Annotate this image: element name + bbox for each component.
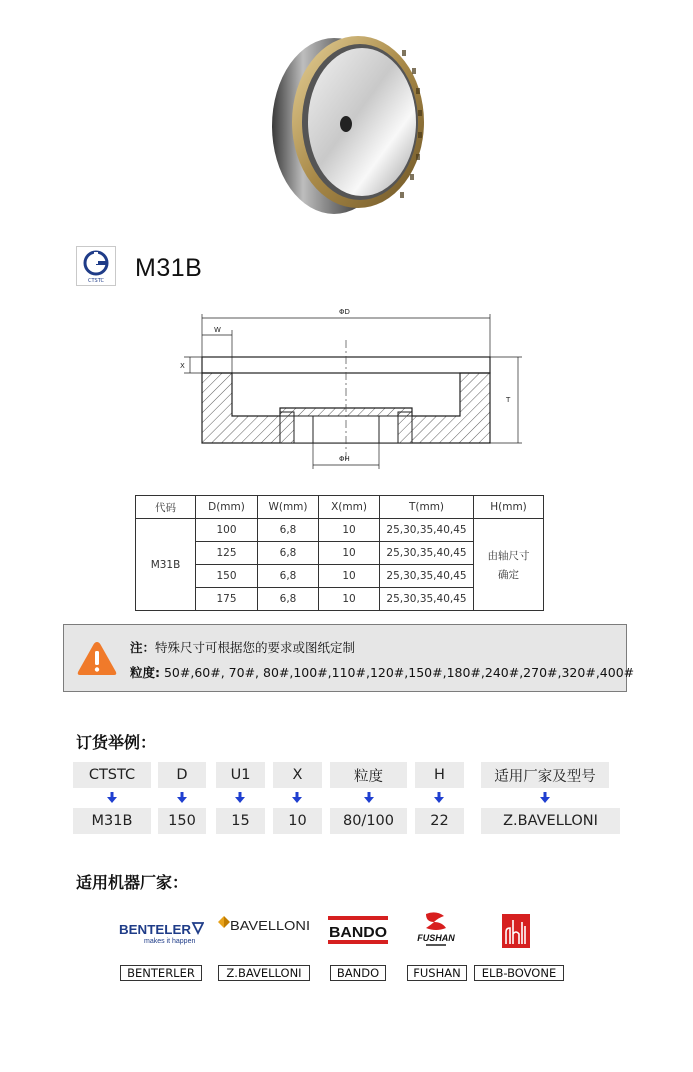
t-cell: 25,30,35,40,45 [380, 588, 474, 611]
w-cell: 6,8 [258, 565, 319, 588]
svg-text:W: W [214, 326, 221, 334]
bavelloni-logo [216, 910, 312, 954]
order-value-h: 22 [415, 808, 464, 834]
spec-table [135, 495, 544, 611]
svg-text:BANDO: BANDO [329, 924, 388, 941]
d-cell: 100 [196, 519, 258, 542]
product-photo [262, 28, 442, 218]
svg-text:FUSHAN: FUSHAN [417, 933, 455, 943]
arrow-down-icon [177, 792, 187, 804]
maker-label-bavelloni: Z.BAVELLONI [218, 965, 310, 981]
order-value-u1: 15 [216, 808, 265, 834]
fushan-logo [410, 910, 462, 954]
benteler-logo [118, 910, 204, 954]
t-cell: 25,30,35,40,45 [380, 519, 474, 542]
order-value-grit: 80/100 [330, 808, 407, 834]
notice-label: 注： [130, 640, 156, 655]
order-value-d: 150 [158, 808, 206, 834]
ctstc-logo [76, 246, 116, 286]
code-cell: M31B [136, 519, 196, 611]
w-cell: 6,8 [258, 588, 319, 611]
col-header-x: X(mm) [319, 496, 380, 519]
bando-logo [326, 910, 390, 954]
maker-label-fushan: FUSHAN [407, 965, 467, 981]
arrow-down-icon [364, 792, 374, 804]
col-header-t: T(mm) [380, 496, 474, 519]
maker-label-benteler: BENTERLER [120, 965, 202, 981]
table-row [136, 519, 544, 542]
arrow-down-icon [540, 792, 550, 804]
model-title: M31B [135, 254, 203, 282]
d-cell: 125 [196, 542, 258, 565]
col-header-d: D(mm) [196, 496, 258, 519]
d-cell: 175 [196, 588, 258, 611]
t-cell: 25,30,35,40,45 [380, 542, 474, 565]
elb-bovone-logo [500, 910, 534, 954]
svg-text:BENTELER: BENTELER [119, 922, 192, 937]
grit-label: 粒度: [130, 665, 160, 680]
maker-label-elb-bovone: ELB-BOVONE [474, 965, 564, 981]
w-cell: 6,8 [258, 542, 319, 565]
order-value-model: M31B [73, 808, 151, 834]
svg-text:CTSTC: CTSTC [88, 278, 104, 284]
arrow-down-icon [235, 792, 245, 804]
order-header-brand: CTSTC [73, 762, 151, 788]
notice-body: 特殊尺寸可根据您的要求或图纸定制 [155, 640, 356, 655]
order-header-h: H [415, 762, 464, 788]
col-header-code: 代码 [136, 496, 196, 519]
warning-icon [76, 639, 118, 677]
w-cell: 6,8 [258, 519, 319, 542]
h-note-line2: 确定 [498, 568, 519, 581]
technical-drawing [176, 300, 526, 480]
svg-text:BAVELLONI: BAVELLONI [230, 918, 310, 933]
h-note-line1: 由轴尺寸 [487, 549, 530, 562]
col-header-w: W(mm) [258, 496, 319, 519]
svg-text:ΦD: ΦD [339, 308, 350, 316]
d-cell: 150 [196, 565, 258, 588]
notice-text [130, 638, 355, 656]
grit-values: 50#,60#, 70#, 80#,100#,110#,120#,150#,180#,240#,270#,320#,400# [163, 665, 635, 680]
table-header-row [136, 496, 544, 519]
x-cell: 10 [319, 588, 380, 611]
order-header-d: D [158, 762, 206, 788]
h-cell [474, 519, 544, 611]
notice-box [63, 624, 635, 692]
svg-text:T: T [506, 396, 511, 404]
order-value-maker: Z.BAVELLONI [481, 808, 620, 834]
t-cell: 25,30,35,40,45 [380, 565, 474, 588]
grit-text [130, 663, 634, 681]
x-cell: 10 [319, 565, 380, 588]
order-example-title: 订货举例： [76, 733, 157, 752]
order-value-x: 10 [273, 808, 322, 834]
manufacturers-title: 适用机器厂家： [76, 873, 189, 892]
order-header-model: 适用厂家及型号 [481, 762, 609, 788]
order-header-u1: U1 [216, 762, 265, 788]
order-header-grit: 粒度 [330, 762, 407, 788]
svg-text:ΦH: ΦH [339, 455, 350, 463]
col-header-h: H(mm) [474, 496, 544, 519]
arrow-down-icon [107, 792, 117, 804]
x-cell: 10 [319, 542, 380, 565]
maker-label-bando: BANDO [330, 965, 386, 981]
svg-text:X: X [180, 362, 185, 370]
order-header-x: X [273, 762, 322, 788]
svg-text:makes it happen: makes it happen [144, 938, 196, 945]
arrow-down-icon [292, 792, 302, 804]
x-cell: 10 [319, 519, 380, 542]
arrow-down-icon [434, 792, 444, 804]
